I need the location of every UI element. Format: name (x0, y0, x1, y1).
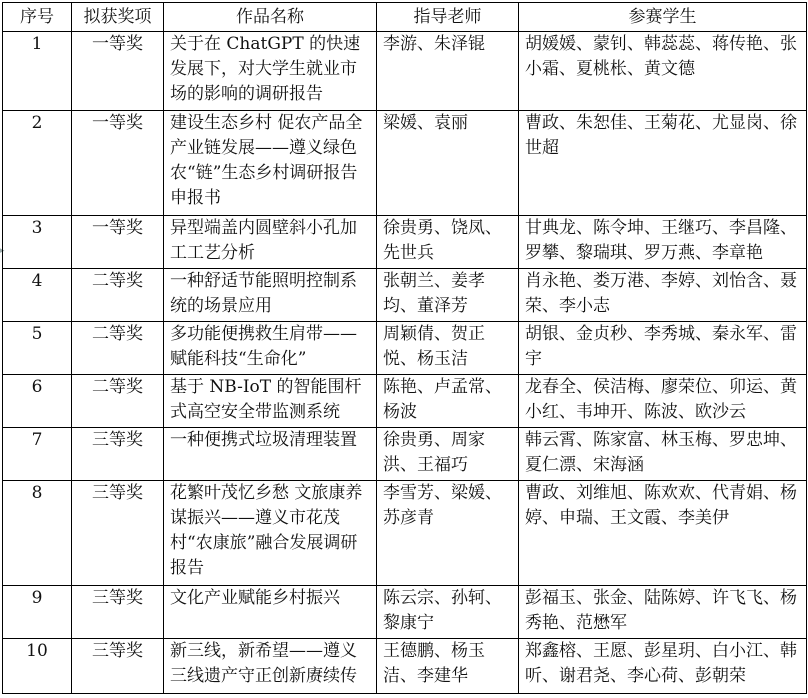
cell-advisors: 李雪芳、梁媛、苏彦青 (377, 481, 519, 586)
cell-title: 异型端盖内圆壁斜小孔加工工艺分析 (164, 216, 377, 269)
cell-num: 3 (3, 216, 72, 269)
cell-title: 一种便携式垃圾清理装置 (164, 428, 377, 481)
table-row (3, 269, 807, 322)
cell-students: 肖永艳、娄万港、李婷、刘怡含、聂荣、李小志 (519, 269, 807, 322)
cell-award: 二等奖 (72, 269, 164, 322)
cell-title: 多功能便携救生肩带——赋能科技“生命化” (164, 322, 377, 375)
cell-title: 关于在 ChatGPT 的快速发展下，对大学生就业市场的影响的调研报告 (164, 32, 377, 111)
cell-award: 一等奖 (72, 32, 164, 111)
cell-advisors: 王德鹏、杨玉洁、李建华 (377, 639, 519, 694)
cell-num: 9 (3, 586, 72, 639)
cell-award: 三等奖 (72, 639, 164, 694)
cell-num: 5 (3, 322, 72, 375)
cell-num: 2 (3, 111, 72, 216)
table-row (3, 216, 807, 269)
cell-advisors: 徐贵勇、饶凤、先世兵 (377, 216, 519, 269)
cell-award: 一等奖 (72, 111, 164, 216)
cell-title: 花繁叶茂忆乡愁 文旅康养谋振兴——遵义市花茂村“农康旅”融合发展调研报告 (164, 481, 377, 586)
table-row (3, 481, 807, 586)
cell-title: 新三线，新希望——遵义三线遗产守正创新赓续传 (164, 639, 377, 694)
cell-advisors: 李游、朱泽锟 (377, 32, 519, 111)
cell-students: 曹政、朱恕佳、王菊花、尤显岗、徐世超 (519, 111, 807, 216)
cell-students: 郑鑫榕、王愿、彭星玥、白小江、韩听、谢君尧、李心荷、彭朝荣 (519, 639, 807, 694)
cell-award: 二等奖 (72, 375, 164, 428)
table-row (3, 586, 807, 639)
header-advisors: 指导老师 (377, 3, 519, 32)
cell-students: 彭福玉、张金、陆陈婷、许飞飞、杨秀艳、范懋军 (519, 586, 807, 639)
cell-students: 甘典龙、陈令坤、王继巧、李昌隆、罗攀、黎瑞琪、罗万燕、李章艳 (519, 216, 807, 269)
table-row (3, 375, 807, 428)
cell-title: 文化产业赋能乡村振兴 (164, 586, 377, 639)
cell-num: 7 (3, 428, 72, 481)
table-row (3, 428, 807, 481)
header-award: 拟获奖项 (72, 3, 164, 32)
cell-students: 胡银、金贞秒、李秀城、秦永军、雷宇 (519, 322, 807, 375)
cell-title: 一种舒适节能照明控制系统的场景应用 (164, 269, 377, 322)
row-marker-icon: ▸ (0, 246, 5, 256)
cell-advisors: 张朝兰、姜孝均、董泽芳 (377, 269, 519, 322)
cell-advisors: 陈艳、卢孟常、杨波 (377, 375, 519, 428)
table-row (3, 639, 807, 694)
awards-table (2, 2, 807, 694)
cell-num: 8 (3, 481, 72, 586)
cell-advisors: 徐贵勇、周家洪、王福巧 (377, 428, 519, 481)
cell-title: 建设生态乡村 促农产品全产业链发展——遵义绿色农“链”生态乡村调研报告申报书 (164, 111, 377, 216)
header-students: 参赛学生 (519, 3, 807, 32)
header-title: 作品名称 (164, 3, 377, 32)
table-row (3, 322, 807, 375)
cell-title: 基于 NB-IoT 的智能围杆式高空安全带监测系统 (164, 375, 377, 428)
table-row (3, 32, 807, 111)
header-num: 序号 (3, 3, 72, 32)
cell-students: 胡媛媛、蒙钊、韩蕊蕊、蒋传艳、张小霜、夏桃枨、黄文德 (519, 32, 807, 111)
cell-num: 10 (3, 639, 72, 694)
cell-award: 一等奖 (72, 216, 164, 269)
cell-num: 1 (3, 32, 72, 111)
cell-advisors: 梁媛、袁丽 (377, 111, 519, 216)
cell-award: 三等奖 (72, 481, 164, 586)
cell-award: 二等奖 (72, 322, 164, 375)
cell-num: 4 (3, 269, 72, 322)
cell-advisors: 周颖倩、贺正悦、杨玉洁 (377, 322, 519, 375)
cell-advisors: 陈云宗、孙轲、黎康宁 (377, 586, 519, 639)
cell-award: 三等奖 (72, 428, 164, 481)
cell-students: 韩云霄、陈家富、林玉梅、罗忠坤、夏仁漂、宋海涵 (519, 428, 807, 481)
cell-students: 龙春全、侯洁梅、廖荣位、卯运、黄小红、韦坤开、陈波、欧沙云 (519, 375, 807, 428)
table-row (3, 111, 807, 216)
cell-award: 三等奖 (72, 586, 164, 639)
cell-students: 曹政、刘维旭、陈欢欢、代青娟、杨婷、申瑞、王文霞、李美伊 (519, 481, 807, 586)
cell-num: 6 (3, 375, 72, 428)
table-header-row (3, 3, 807, 32)
